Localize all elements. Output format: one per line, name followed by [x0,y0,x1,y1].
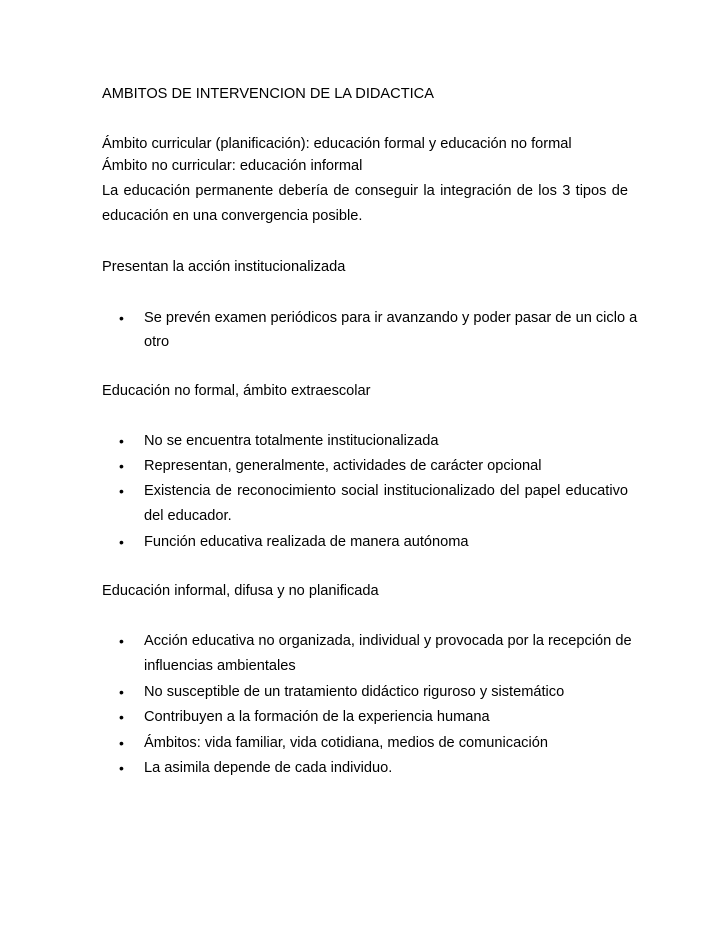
list-item: Representan, generalmente, actividades de carácter opcional [144,458,542,474]
bullet-icon: • [119,534,124,550]
bullet-icon: • [119,483,124,499]
list-item: Se prevén examen periódicos para ir avanzando y poder pasar de un ciclo a [144,310,638,326]
list-item: Función educativa realizada de manera autónoma [144,534,469,550]
intro-line-no-curricular: Ámbito no curricular: educación informal [102,158,363,174]
section-heading-institucionalizada: Presentan la acción institucionalizada [102,259,346,275]
section-heading-informal: Educación informal, difusa y no planificada [102,583,379,599]
bullet-icon: • [119,709,124,725]
list-item: Ámbitos: vida familiar, vida cotidiana, medios de comunicación [144,735,548,751]
bullet-icon: • [119,433,124,449]
list-item: Acción educativa no organizada, individual y provocada por la recepción de [144,633,632,649]
list-item-cont: influencias ambientales [144,658,296,674]
list-item: Contribuyen a la formación de la experiencia humana [144,709,490,725]
bullet-icon: • [119,684,124,700]
bullet-icon: • [119,633,124,649]
bullet-icon: • [119,735,124,751]
list-item: No susceptible de un tratamiento didáctico riguroso y sistemático [144,684,565,700]
document-title: AMBITOS DE INTERVENCION DE LA DIDACTICA [102,86,434,102]
list-item: La asimila depende de cada individuo. [144,760,393,776]
list-item-cont: del educador. [144,508,232,524]
intro-line-curricular: Ámbito curricular (planificación): educación formal y educación no formal [102,136,572,152]
list-item: Existencia de reconocimiento social institucionalizado del papel educativo [144,483,628,499]
section-heading-no-formal: Educación no formal, ámbito extraescolar [102,383,371,399]
list-item-cont: otro [144,334,170,350]
intro-line-permanente-cont: educación en una convergencia posible. [102,208,363,224]
list-item: No se encuentra totalmente institucionalizada [144,433,439,449]
bullet-icon: • [119,760,124,776]
bullet-icon: • [119,310,124,326]
bullet-icon: • [119,458,124,474]
intro-line-permanente: La educación permanente debería de conseguir la integración de los 3 tipos de [102,183,628,199]
